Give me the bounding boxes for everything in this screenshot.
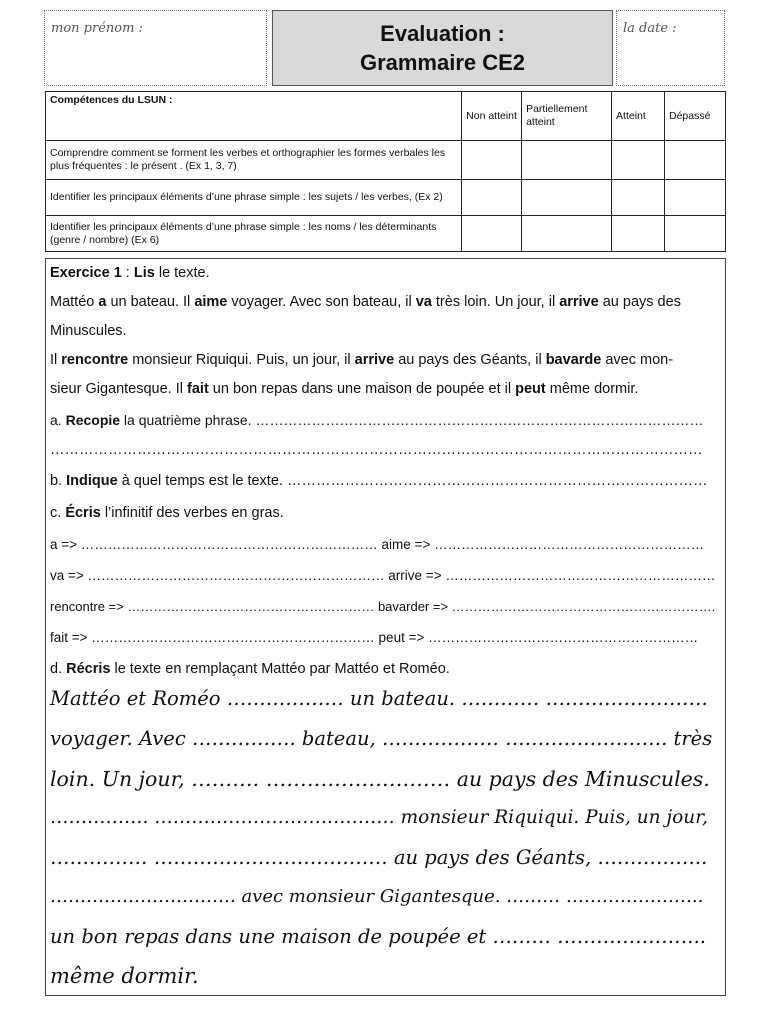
skills-header-non-atteint: Non atteint [462, 92, 522, 141]
answer-line[interactable]: ………………………………………………………… [80, 537, 382, 552]
question-b: b. Indique à quel temps est le texte. …………………………………………………………………………… [50, 473, 708, 489]
text-line-2: Minuscules. [50, 323, 127, 339]
rewrite-line[interactable]: loin. Un jour, ………. ……………………… au pays des Minuscules. [50, 767, 710, 791]
exercise-title: Exercice 1 : Lis le texte. [50, 265, 210, 281]
question-a: a. Recopie la quatrième phrase. …………………………………………………………………………………… [50, 412, 704, 428]
skills-header-atteint: Atteint [612, 92, 665, 141]
question-d: d. Récris le texte en remplaçant Mattéo par Mattéo et Roméo. [50, 661, 450, 677]
skill-cell-non-atteint[interactable] [462, 180, 522, 216]
answer-line[interactable]: …………………………………………………………………………………… [255, 412, 704, 428]
rewrite-line[interactable]: voyager. Avec ……………. bateau, ……………… ……………………. très [50, 727, 713, 750]
skills-row [46, 180, 726, 216]
date-field[interactable] [616, 10, 725, 86]
text-line-4: sieur Gigantesque. Il fait un bon repas dans une maison de poupée et il peut même dormir. [50, 381, 639, 397]
answer-line[interactable]: ……………………………………………………. [451, 599, 716, 614]
text-line-3: Il rencontre monsieur Riquiqui. Puis, un jour, il arrive au pays des Géants, il bavarde avec mon- [50, 352, 674, 368]
answer-line-a2[interactable]: ……………………………………………………………………………………………………………………… [50, 442, 703, 458]
skill-cell-depasse[interactable] [664, 141, 725, 180]
rewrite-line[interactable]: …………………………. avec monsieur Gigantesque. ……… ………………….. [50, 886, 704, 907]
rewrite-line[interactable]: même dormir. [50, 964, 199, 988]
text-line-1: Mattéo a un bateau. Il aime voyager. Avec son bateau, il va très loin. Un jour, il arrive au pays des [50, 294, 681, 310]
skills-header-competences: Compétences du LSUN : [46, 92, 462, 141]
skill-cell-non-atteint[interactable] [462, 216, 522, 252]
question-c: c. Écris l’infinitif des verbes en gras. [50, 505, 284, 521]
skill-cell-partiellement[interactable] [522, 141, 612, 180]
skill-description: Identifier les principaux éléments d’une phrase simple : les sujets / les verbes, (Ex 2) [46, 180, 462, 216]
answer-line[interactable]: …………………………………………………… [445, 568, 716, 583]
skill-description: Identifier les principaux éléments d’une phrase simple : les noms / les déterminants (genre / nombre) (Ex 6) [46, 216, 462, 252]
skill-description: Comprendre comment se forment les verbes et orthographier les formes verbales les plus fréquentes : le présent . (Ex 1, 3, 7) [46, 141, 462, 180]
name-label: mon prénom : [51, 21, 143, 36]
answer-line[interactable]: …………………………………………………… [434, 537, 705, 552]
skill-cell-partiellement[interactable] [522, 216, 612, 252]
name-field[interactable] [44, 10, 267, 86]
infinitive-row: fait => ……………………………………………………… peut => …………………………………………………… [50, 630, 699, 645]
skill-cell-depasse[interactable] [664, 180, 725, 216]
skill-cell-atteint[interactable] [612, 216, 665, 252]
skill-cell-non-atteint[interactable] [462, 141, 522, 180]
skills-row [46, 141, 726, 180]
date-label: la date : [623, 21, 677, 36]
skill-cell-partiellement[interactable] [522, 180, 612, 216]
skills-row [46, 216, 726, 252]
infinitive-row: a => ………………………………………………………… aime => …………………………………………………… [50, 537, 705, 552]
rewrite-line[interactable]: Mattéo et Roméo ……………… un bateau. ………… ……………………. [50, 687, 708, 710]
rewrite-line[interactable]: …………… ……………………………… au pays des Géants, …………….. [50, 846, 708, 869]
skill-cell-depasse[interactable] [664, 216, 725, 252]
skills-table [45, 91, 726, 252]
skills-header-row [46, 92, 726, 141]
exercise-box [45, 258, 726, 996]
skills-header-depasse: Dépassé [664, 92, 725, 141]
skill-cell-atteint[interactable] [612, 141, 665, 180]
rewrite-line[interactable]: un bon repas dans une maison de poupée et ……… ………………….. [50, 925, 706, 948]
answer-line[interactable]: ………………………………………………………… [87, 568, 389, 583]
answer-line[interactable]: ……………………………………………………… [91, 630, 379, 645]
answer-line[interactable]: …………………………………………………… [428, 630, 699, 645]
infinitive-row: rencontre => ………………………………………………… bavarder => ……………………………………………………. [50, 599, 716, 614]
answer-line[interactable]: ………………………………………………… [127, 599, 378, 614]
title-line-1: Evaluation : [380, 21, 505, 46]
rewrite-line[interactable]: ……………. ………………………………… monsieur Riquiqui. Puis, un jour, [50, 807, 708, 828]
title-line-2: Grammaire CE2 [359, 50, 526, 75]
skill-cell-atteint[interactable] [612, 180, 665, 216]
title-banner [272, 10, 613, 86]
answer-line[interactable]: …………………………………………………………………………… [286, 473, 708, 489]
infinitive-row: va => ………………………………………………………… arrive => …………………………………………………… [50, 568, 716, 583]
skills-header-partiellement: Partiellement atteint [522, 92, 612, 141]
